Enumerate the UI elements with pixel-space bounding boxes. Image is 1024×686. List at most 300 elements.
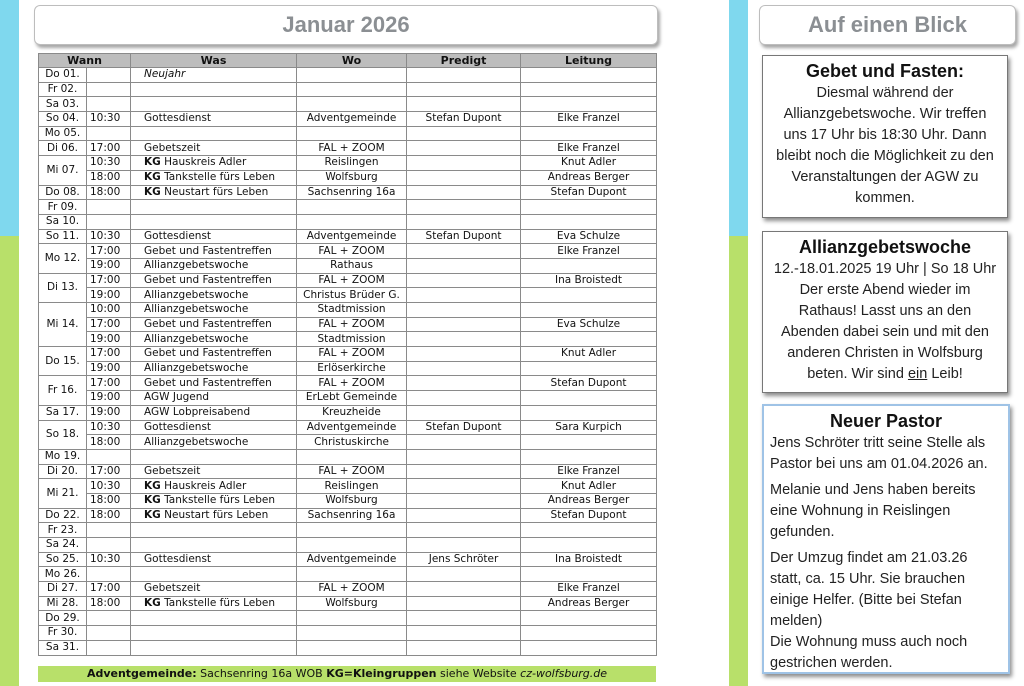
cell-wo: Stadtmission (297, 303, 407, 318)
cell-was (131, 552, 297, 567)
table-row (39, 273, 657, 288)
cell-day: Sa 03. (39, 97, 87, 112)
cell-day: Sa 17. (39, 405, 87, 420)
cell-time (87, 82, 131, 97)
cell-wo (297, 611, 407, 626)
cell-was (131, 273, 297, 288)
cell-was (131, 126, 297, 141)
emphasis-ein: ein (907, 366, 928, 382)
cell-time: 17:00 (87, 317, 131, 332)
card-gebet-fasten (762, 55, 1008, 218)
cell-was-text: Gottesdienst (144, 112, 212, 125)
calendar-title: Januar 2026 (34, 5, 658, 45)
cell-was-text: Gebetszeit (144, 464, 201, 477)
cell-was (131, 596, 297, 611)
cell-predigt (407, 82, 521, 97)
cell-leitung: Knut Adler (521, 156, 657, 171)
cell-was (131, 288, 297, 303)
cell-was-text: Neujahr (144, 68, 186, 81)
cell-leitung (521, 214, 657, 229)
table-row (39, 582, 657, 597)
cell-leitung: Elke Franzel (521, 582, 657, 597)
kleingruppe-marker: KG (144, 494, 161, 507)
table-row (39, 626, 657, 641)
cell-time: 19:00 (87, 258, 131, 273)
cell-predigt (407, 376, 521, 391)
cell-day: Di 13. (39, 273, 87, 302)
cell-time (87, 567, 131, 582)
cell-wo: Christuskirche (297, 435, 407, 450)
table-row (39, 303, 657, 318)
cell-time: 17:00 (87, 582, 131, 597)
cell-was (131, 229, 297, 244)
cell-predigt (407, 170, 521, 185)
cell-wo: FAL + ZOOM (297, 273, 407, 288)
cell-was (131, 185, 297, 200)
cell-leitung (521, 288, 657, 303)
cell-day: Mo 26. (39, 567, 87, 582)
cell-time: 18:00 (87, 185, 131, 200)
cell-was (131, 391, 297, 406)
cell-wo: Wolfsburg (297, 493, 407, 508)
cell-wo (297, 126, 407, 141)
cell-was-text: Allianzgebetswoche (144, 288, 249, 301)
cell-was-text: Gebet und Fastentreffen (144, 273, 272, 286)
cell-day: Di 20. (39, 464, 87, 479)
cell-wo: Rathaus (297, 258, 407, 273)
cell-leitung: Knut Adler (521, 479, 657, 494)
cell-day: Sa 31. (39, 640, 87, 655)
cell-was-text: Hauskreis Adler (164, 156, 247, 169)
cell-wo: Wolfsburg (297, 596, 407, 611)
cell-time: 17:00 (87, 244, 131, 259)
cell-time: 17:00 (87, 464, 131, 479)
cell-time: 19:00 (87, 405, 131, 420)
cell-was-text: Gebet und Fastentreffen (144, 318, 272, 331)
cell-time: 10:30 (87, 229, 131, 244)
card-neuer-pastor (762, 404, 1010, 674)
cell-leitung: Stefan Dupont (521, 508, 657, 523)
cell-was (131, 156, 297, 171)
cell-predigt (407, 317, 521, 332)
cell-was (131, 200, 297, 215)
cell-predigt (407, 141, 521, 156)
kleingruppe-marker: KG (144, 508, 161, 521)
cell-predigt (407, 288, 521, 303)
cell-wo: FAL + ZOOM (297, 582, 407, 597)
cell-day: Do 29. (39, 611, 87, 626)
cell-was (131, 303, 297, 318)
cell-predigt (407, 185, 521, 200)
cell-time: 19:00 (87, 361, 131, 376)
table-row (39, 156, 657, 171)
cell-day: Fr 30. (39, 626, 87, 641)
cell-was (131, 317, 297, 332)
cell-was (131, 258, 297, 273)
cell-was-text: Gottesdienst (144, 420, 212, 433)
cell-wo: Adventgemeinde (297, 112, 407, 127)
cell-leitung (521, 567, 657, 582)
cell-day: So 25. (39, 552, 87, 567)
cell-predigt (407, 347, 521, 362)
kleingruppe-marker: KG (144, 156, 161, 169)
cell-was-text: AGW Lobpreisabend (144, 406, 251, 419)
cell-wo (297, 68, 407, 83)
cell-predigt (407, 361, 521, 376)
table-row (39, 200, 657, 215)
cell-wo (297, 97, 407, 112)
cell-leitung: Sara Kurpich (521, 420, 657, 435)
cell-predigt (407, 538, 521, 553)
header-wann: Wann (39, 54, 131, 68)
cell-time: 17:00 (87, 273, 131, 288)
cell-time: 18:00 (87, 508, 131, 523)
sidebar-title: Auf einen Blick (759, 5, 1016, 45)
cell-was (131, 141, 297, 156)
cell-was-text: Gottesdienst (144, 229, 212, 242)
cell-time: 19:00 (87, 288, 131, 303)
cell-time (87, 626, 131, 641)
cell-day: Sa 10. (39, 214, 87, 229)
table-row (39, 361, 657, 376)
cell-wo: FAL + ZOOM (297, 464, 407, 479)
cell-wo: Christus Brüder G. (297, 288, 407, 303)
table-row (39, 391, 657, 406)
cell-was (131, 82, 297, 97)
cell-predigt (407, 626, 521, 641)
cell-was-text: AGW Jugend (144, 391, 210, 404)
cell-predigt (407, 449, 521, 464)
cell-day: Di 06. (39, 141, 87, 156)
cell-predigt: Stefan Dupont (407, 420, 521, 435)
cell-was (131, 68, 297, 83)
kleingruppe-marker: KG (144, 171, 161, 184)
calendar-footer (38, 666, 656, 682)
cell-predigt (407, 493, 521, 508)
calendar-header-row (39, 54, 657, 68)
cell-wo: Kreuzheide (297, 405, 407, 420)
cell-wo: Stadtmission (297, 332, 407, 347)
card-text: Melanie und Jens haben bereits eine Wohnung in Reislingen gefunden. (770, 482, 976, 540)
card-title: Gebet und Fasten: (805, 61, 964, 81)
cell-day: So 11. (39, 229, 87, 244)
cell-was-text: Tankstelle fürs Leben (164, 494, 276, 507)
cell-time: 10:30 (87, 552, 131, 567)
cell-was-text: Allianzgebetswoche (144, 332, 249, 345)
header-leitung: Leitung (521, 54, 657, 68)
cell-was (131, 538, 297, 553)
cell-time: 18:00 (87, 493, 131, 508)
cell-wo: Adventgemeinde (297, 552, 407, 567)
table-row (39, 126, 657, 141)
cell-leitung (521, 640, 657, 655)
table-row (39, 332, 657, 347)
cell-time: 18:00 (87, 435, 131, 450)
footer-address: Sachsenring 16a WOB (196, 667, 327, 680)
cell-predigt (407, 479, 521, 494)
cell-was (131, 170, 297, 185)
cell-was (131, 361, 297, 376)
cell-day: Do 01. (39, 68, 87, 83)
cell-leitung (521, 97, 657, 112)
table-row (39, 229, 657, 244)
cell-time: 19:00 (87, 391, 131, 406)
cell-leitung: Elke Franzel (521, 464, 657, 479)
cell-wo: Erlöserkirche (297, 361, 407, 376)
table-row (39, 405, 657, 420)
cell-day: Mi 28. (39, 596, 87, 611)
cell-wo (297, 523, 407, 538)
cell-was (131, 376, 297, 391)
table-row (39, 317, 657, 332)
cell-leitung: Elke Franzel (521, 141, 657, 156)
cell-leitung (521, 126, 657, 141)
cell-leitung (521, 68, 657, 83)
cell-was-text: Allianzgebetswoche (144, 303, 249, 316)
cell-leitung (521, 332, 657, 347)
card-dates: 12.-18.01.2025 19 Uhr | So 18 Uhr (773, 261, 997, 277)
cell-predigt (407, 156, 521, 171)
cell-was-text: Gebetszeit (144, 582, 201, 595)
card-title: Neuer Pastor (829, 411, 943, 431)
table-row (39, 288, 657, 303)
cell-leitung: Elke Franzel (521, 244, 657, 259)
cell-predigt (407, 244, 521, 259)
calendar-body (39, 68, 657, 656)
table-row (39, 523, 657, 538)
cell-time: 19:00 (87, 332, 131, 347)
cell-predigt (407, 611, 521, 626)
cell-day: Mo 12. (39, 244, 87, 273)
cell-was-text: Hauskreis Adler (164, 479, 247, 492)
cell-leitung: Knut Adler (521, 347, 657, 362)
cell-predigt (407, 303, 521, 318)
cell-leitung: Andreas Berger (521, 493, 657, 508)
cell-was (131, 449, 297, 464)
cell-was (131, 626, 297, 641)
cell-day: Do 15. (39, 347, 87, 376)
cell-leitung (521, 200, 657, 215)
cell-was-text: Allianzgebetswoche (144, 259, 249, 272)
cell-day: Mi 21. (39, 479, 87, 508)
cell-wo (297, 640, 407, 655)
cell-predigt (407, 200, 521, 215)
cell-predigt (407, 435, 521, 450)
cell-was (131, 97, 297, 112)
cell-predigt (407, 464, 521, 479)
cell-predigt (407, 391, 521, 406)
table-row (39, 420, 657, 435)
cell-was (131, 435, 297, 450)
cell-was (131, 479, 297, 494)
table-row (39, 258, 657, 273)
cell-time: 18:00 (87, 170, 131, 185)
card-text: Die Wohnung muss auch noch gestrichen werden. (770, 634, 968, 671)
cell-leitung (521, 82, 657, 97)
cell-wo (297, 200, 407, 215)
header-wo: Wo (297, 54, 407, 68)
cell-day: Mo 19. (39, 449, 87, 464)
kleingruppe-marker: KG (144, 479, 161, 492)
table-row (39, 449, 657, 464)
cell-leitung: Ina Broistedt (521, 273, 657, 288)
cell-time: 10:30 (87, 156, 131, 171)
cell-predigt (407, 126, 521, 141)
cell-day: Do 08. (39, 185, 87, 200)
table-row (39, 567, 657, 582)
cell-wo: Sachsenring 16a (297, 185, 407, 200)
cell-wo: FAL + ZOOM (297, 347, 407, 362)
cell-was-text: Gebet und Fastentreffen (144, 376, 272, 389)
cell-was-text: Neustart fürs Leben (164, 508, 269, 521)
calendar-table (38, 53, 657, 656)
cell-was-text: Tankstelle fürs Leben (164, 597, 276, 610)
table-row (39, 347, 657, 362)
cell-was-text: Gebet und Fastentreffen (144, 244, 272, 257)
cell-was (131, 523, 297, 538)
cell-day: Fr 23. (39, 523, 87, 538)
table-row (39, 611, 657, 626)
cell-wo: FAL + ZOOM (297, 141, 407, 156)
cell-wo: FAL + ZOOM (297, 317, 407, 332)
left-stripe-cyan (0, 0, 19, 236)
cell-day: Sa 24. (39, 538, 87, 553)
cell-predigt (407, 405, 521, 420)
cell-day: Di 27. (39, 582, 87, 597)
kleingruppe-marker: KG (144, 597, 161, 610)
cell-wo (297, 626, 407, 641)
cell-was-text: Gebetszeit (144, 141, 201, 154)
cell-was-text: Gebet und Fastentreffen (144, 347, 272, 360)
header-predigt: Predigt (407, 54, 521, 68)
cell-leitung (521, 303, 657, 318)
cell-predigt (407, 68, 521, 83)
cell-leitung (521, 435, 657, 450)
cell-day: Mi 07. (39, 156, 87, 185)
cell-was (131, 405, 297, 420)
cell-wo: ErLebt Gemeinde (297, 391, 407, 406)
cell-time (87, 214, 131, 229)
footer-website-link[interactable]: cz-wolfsburg.de (520, 667, 608, 680)
cell-time (87, 126, 131, 141)
table-row (39, 185, 657, 200)
table-row (39, 112, 657, 127)
table-row (39, 640, 657, 655)
cell-was (131, 244, 297, 259)
cell-was (131, 464, 297, 479)
cell-was (131, 640, 297, 655)
cell-was (131, 214, 297, 229)
table-row (39, 435, 657, 450)
card-text: Der erste Abend wieder im Rathaus! Lasst uns an den Abenden dabei sein und mit den anderen Christen in Wolfsburg beten. Wir sind ein Leib! (781, 282, 989, 382)
table-row (39, 68, 657, 83)
cell-time (87, 200, 131, 215)
table-row (39, 552, 657, 567)
table-row (39, 214, 657, 229)
card-text: Jens Schröter tritt seine Stelle als Pastor bei uns am 01.04.2026 an. (770, 435, 988, 472)
cell-was-text: Neustart fürs Leben (164, 185, 269, 198)
cell-time (87, 640, 131, 655)
card-text: Der Umzug findet am 21.03.26 statt, ca. 15 Uhr. Sie brauchen einige Helfer. (Bitte bei Stefan melden) (770, 550, 968, 629)
cell-wo (297, 214, 407, 229)
cell-predigt (407, 214, 521, 229)
cell-was (131, 420, 297, 435)
cell-leitung (521, 626, 657, 641)
footer-website-text: siehe Website (436, 667, 521, 680)
cell-was (131, 347, 297, 362)
cell-wo: Adventgemeinde (297, 420, 407, 435)
card-allianzgebetswoche (762, 231, 1008, 393)
cell-was-text: Allianzgebetswoche (144, 435, 249, 448)
cell-wo (297, 567, 407, 582)
cell-time (87, 538, 131, 553)
cell-leitung (521, 449, 657, 464)
cell-time: 17:00 (87, 376, 131, 391)
cell-leitung: Andreas Berger (521, 596, 657, 611)
cell-time: 18:00 (87, 596, 131, 611)
cell-wo: Sachsenring 16a (297, 508, 407, 523)
table-row (39, 376, 657, 391)
cell-time (87, 611, 131, 626)
cell-leitung (521, 523, 657, 538)
cell-predigt: Stefan Dupont (407, 229, 521, 244)
cell-leitung: Stefan Dupont (521, 185, 657, 200)
cell-predigt (407, 596, 521, 611)
cell-time (87, 97, 131, 112)
cell-was-text: Tankstelle fürs Leben (164, 171, 276, 184)
table-row (39, 141, 657, 156)
cell-leitung (521, 258, 657, 273)
cell-was (131, 611, 297, 626)
table-row (39, 493, 657, 508)
cell-day: Fr 02. (39, 82, 87, 97)
cell-was (131, 508, 297, 523)
cell-day: So 04. (39, 112, 87, 127)
cell-day: Mo 05. (39, 126, 87, 141)
cell-was-text: Gottesdienst (144, 553, 212, 566)
cell-predigt (407, 273, 521, 288)
cell-wo: Reislingen (297, 156, 407, 171)
table-row (39, 97, 657, 112)
cell-time (87, 68, 131, 83)
cell-time (87, 449, 131, 464)
cell-time: 10:30 (87, 420, 131, 435)
cell-leitung (521, 405, 657, 420)
cell-predigt (407, 258, 521, 273)
kleingruppe-marker: KG (144, 185, 161, 198)
table-row (39, 244, 657, 259)
cell-predigt (407, 523, 521, 538)
cell-time: 10:00 (87, 303, 131, 318)
cell-predigt (407, 97, 521, 112)
cell-day: So 18. (39, 420, 87, 449)
card-text: Diesmal während der Allianzgebetswoche. Wir treffen uns 17 Uhr bis 18:30 Uhr. Dann bleibt noch die Möglichkeit zu den Veranstaltungen der AGW zu kommen. (776, 85, 994, 206)
cell-leitung (521, 538, 657, 553)
cell-wo (297, 449, 407, 464)
cell-was (131, 582, 297, 597)
cell-day: Fr 16. (39, 376, 87, 405)
cell-day: Do 22. (39, 508, 87, 523)
cell-was-text: Allianzgebetswoche (144, 362, 249, 375)
cell-wo (297, 82, 407, 97)
cell-predigt (407, 567, 521, 582)
cell-leitung: Ina Broistedt (521, 552, 657, 567)
cell-predigt (407, 640, 521, 655)
cell-wo: Wolfsburg (297, 170, 407, 185)
cell-wo: FAL + ZOOM (297, 244, 407, 259)
card-title: Allianzgebetswoche (798, 237, 972, 257)
cell-was (131, 332, 297, 347)
